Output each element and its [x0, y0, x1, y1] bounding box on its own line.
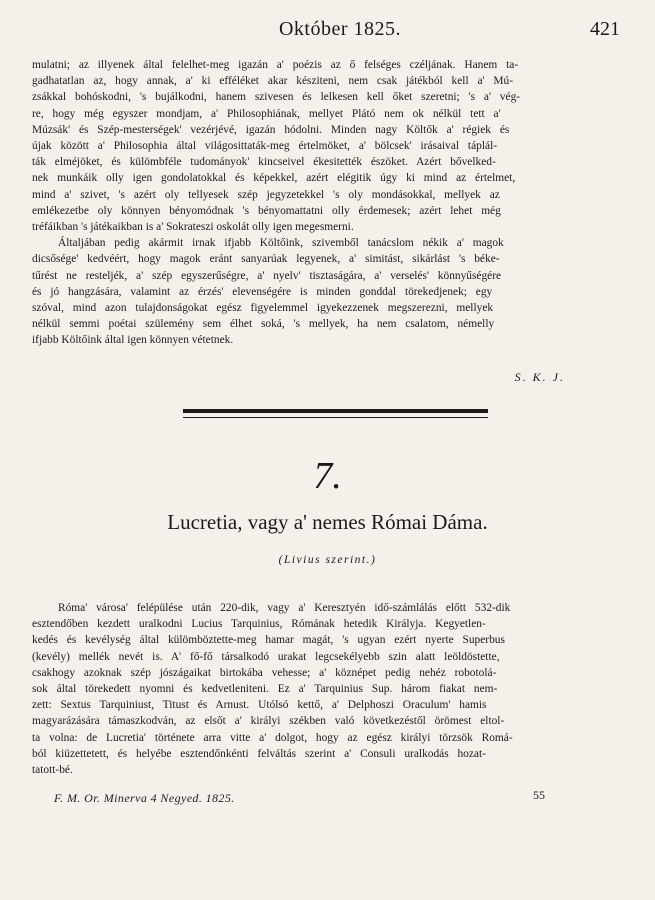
text-line: sok által törekedett nyomni és kedvetleniteni. Ez a' Tarquinius Sup. három fiakat nem-: [32, 683, 498, 696]
text-line: ta volna: de Lucretia' története arra vitte a' dolgot, hogy az egész királyi törzsök Romá-: [32, 731, 513, 744]
text-line: mind a' szivet, 's azért oly tellyesek szép jegyzetekkel 's oly mondásokkal, mellyek az: [32, 188, 500, 201]
text-line: ifjabb Költőink által igen könnyen vétetnek.: [32, 334, 234, 347]
author-signature: S. K. J.: [514, 370, 565, 384]
text-line: nélkül semmi poétai szülemény sem élhet soká, 's mellyek, ha nem csalatom, némelly: [32, 318, 495, 331]
text-line: újak között a' Philosophia által világosittaták-meg értelmöket, a' bölcsek' irásaival táplál-: [32, 140, 498, 153]
paragraph: [32, 57, 617, 235]
running-title: Október 1825.: [278, 18, 402, 40]
text-line: zsákkal bohóskodni, 's bujálkodni, hanem szivesen és lelkesen kell őket szeretni; 's a' vég-: [32, 91, 521, 104]
text-line: kedés és kevélység által külömböztette-meg hamar magát, 's ugyan ezért nyerte Superbus: [32, 634, 505, 647]
text-line: magyarázására támaszkodván, az elsőt a' királyi székben való következéstől örömest eltol-: [32, 715, 505, 728]
text-line: Róma' városa' felépülése után 220-dik, vagy a' Keresztyén idő-számlálás előtt 532-dik: [58, 602, 511, 614]
section-number: 7.: [313, 455, 342, 497]
text-line: csakhogy azoknak szép jószágaikat birtokába vehesse; a' köznépet pedig nehéz robotolá-: [32, 666, 497, 679]
text-line: emlékezetbe oly könnyen bényomódnak 's bényomattatni olly érdemesek; azért lehet még: [32, 204, 501, 217]
text-line: Múzsák' és Szép-mesterségek' vezérjévé, igazán hódolni. Minden nagy Költők a' régiek és: [32, 123, 510, 136]
article-title: Lucretia, vagy a' nemes Római Dáma.: [167, 510, 488, 534]
section-divider-thick: [183, 409, 488, 413]
text-line: zett: Sextus Tarquiniust, Titust és Arnust. Utólsó kettő, a' Delphoszi Oraculum' hamis: [32, 699, 487, 712]
article-subtitle: (Livius szerint.): [278, 554, 377, 566]
page-header: [60, 18, 620, 46]
page-number: 421: [590, 18, 620, 40]
paragraph: [32, 235, 617, 348]
text-line: esztendőben kezdett uralkodni Lucius Tarquinius, Rómának hetedik Királyja. Kegyetlen-: [32, 618, 486, 631]
paragraph: [32, 600, 617, 778]
text-line: és jó hangzására, valamint az érzés' elevenségére is minden gonddal törekedjenek; egy: [32, 285, 493, 298]
text-line: (kevély) mellék nevét is. A' fő-fő társalkodó urakat legcsekélyebb szin alatt leöldöstette,: [32, 650, 500, 663]
text-line: gadhatatlan az, hogy annak, a' ki efféléket akar késziteni, nem csak játékból kell a' Mú-: [32, 75, 514, 88]
text-line: dicsősége' kedvéért, hogy magok eránt sanyarúak legyenek, a' simitást, sikárlást 's béke-: [32, 253, 500, 266]
text-line: Általjában pedig akármit irnak ifjabb Költőink, szivemből tanácslom nékik a' magok: [58, 237, 504, 250]
text-line: re, hogy még egyszer mondjam, a' Philosophiának, mellyet Plátó nem ok nélkül tett a': [32, 107, 501, 120]
sheet-number: 55: [533, 788, 545, 802]
article-body: [32, 600, 617, 778]
text-line: tatott-bé.: [32, 764, 73, 777]
text-line: szóval, mind azon tulajdonságokat egész figyelemmel igyekezzenek megszerezni, mellyek: [32, 302, 494, 315]
text-line: tűrést ne resteljék, a' szép egyszerűségre, a' nyelv' tisztaságára, a' verselés' könnyűségére: [32, 269, 502, 282]
text-line: tréfáikban 's játékaikban is a' Sokrateszi oskolát olly igen megesmerni.: [32, 221, 354, 234]
section-divider-thin: [183, 417, 488, 418]
text-line: mulatni; az illyenek által felelhet-meg igazán a' poézis az ő felséges czéljának. Hanem ta-: [32, 59, 519, 71]
text-line: nek munkáik olly igen gondolatokkal és képekkel, azért elégitik úgy ki mind az értelmet,: [32, 172, 516, 185]
text-line: ták elméjöket, és külömbféle tudományok' kincseivel ékesitették észöket. Azért bővelked-: [32, 156, 496, 169]
essay-conclusion: [32, 57, 617, 349]
signature-mark: F. M. Or. Minerva 4 Negyed. 1825.: [54, 791, 235, 805]
text-line: ból kiüzettetett, és helyébe esztendőnkénti felváltás szerint a' Consuli uralkodás hozat-: [32, 747, 486, 760]
